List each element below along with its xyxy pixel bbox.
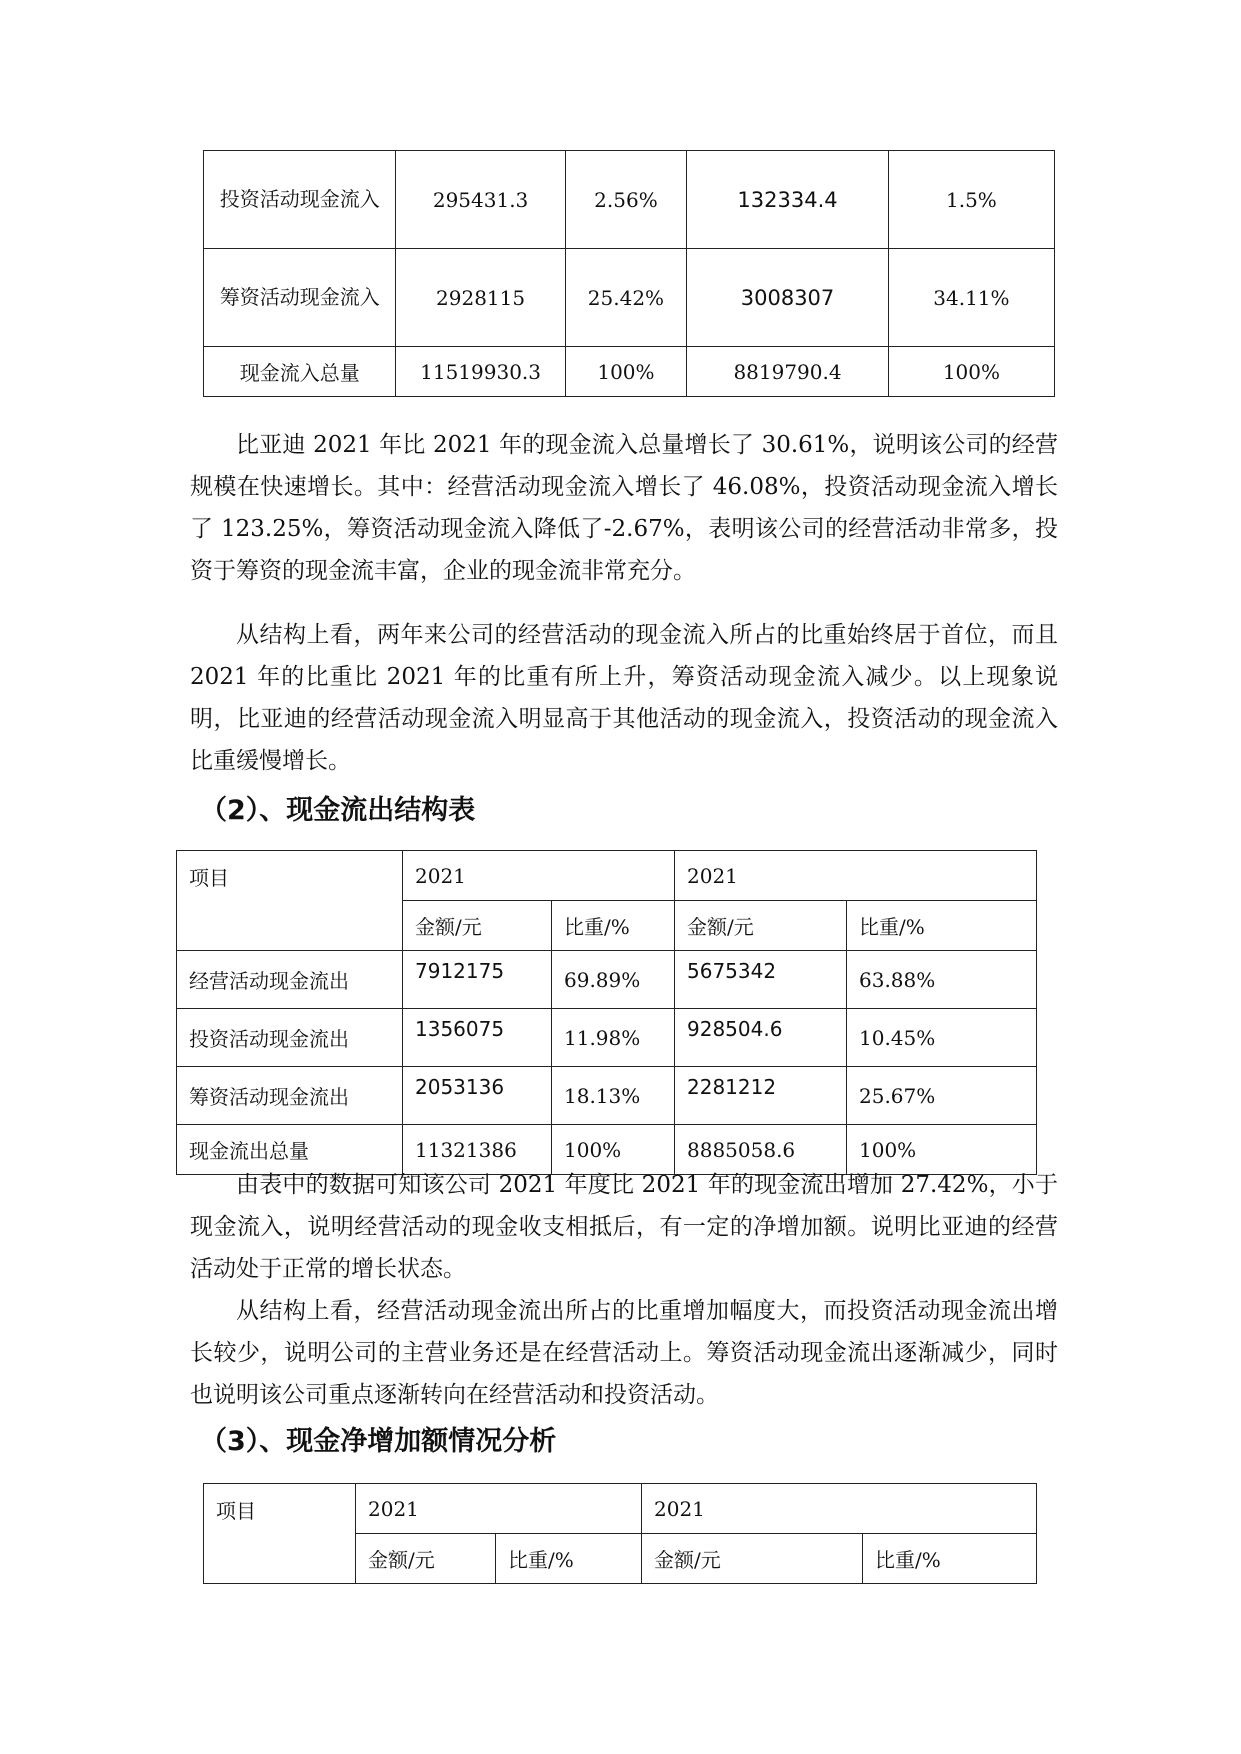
- amount-cell: 2928115: [396, 249, 565, 347]
- cash-outflow-table: [176, 850, 1037, 1175]
- amount-cell: 928504.6: [675, 1009, 847, 1067]
- cash-inflow-table: [203, 150, 1055, 397]
- section-heading: （3）、现金净增加额情况分析: [200, 1426, 557, 1457]
- table-row: [204, 151, 1055, 249]
- analysis-paragraph: 从结构上看，两年来公司的经营活动的现金流入所占的比重始终居于首位，而且 2021 年的比重比 2021 年的比重有所上升，筹资活动现金流入减少。以上现象说明，比亚迪的经营活动现金流入明显高于其他活动的现金流入，投资活动的现金流入比重缓慢增长。: [190, 622, 1058, 774]
- amount-cell: 3008307: [687, 249, 889, 347]
- analysis-paragraph: 从结构上看，经营活动现金流出所占的比重增加幅度大，而投资活动现金流出增长较少，说明公司的主营业务还是在经营活动上。筹资活动现金流出逐渐减少，同时也说明该公司重点逐渐转向在经营活动和投资活动。: [190, 1298, 1058, 1408]
- amount-cell: 2053136: [403, 1067, 552, 1125]
- amount-cell: 295431.3: [396, 151, 565, 249]
- net-increase-table: [203, 1483, 1037, 1584]
- amount-cell: 7912175: [403, 951, 552, 1009]
- row-item: 经营活动现金流出: [177, 951, 403, 1009]
- row-item: 筹资活动现金流出: [177, 1067, 403, 1125]
- table-row: [204, 249, 1055, 347]
- amount-cell: 132334.4: [687, 151, 889, 249]
- year-header: 2021: [356, 1484, 642, 1534]
- amount-header: 金额/元: [675, 901, 847, 951]
- ratio-cell: 34.11%: [888, 249, 1054, 347]
- ratio-header: 比重/%: [496, 1534, 642, 1584]
- item-header: 项目: [204, 1484, 356, 1584]
- table-row: [177, 1009, 1037, 1067]
- ratio-cell: 100%: [565, 347, 687, 397]
- row-item: 投资活动现金流入: [204, 151, 396, 249]
- ratio-cell: 100%: [847, 1125, 1037, 1175]
- ratio-cell: 11.98%: [552, 1009, 675, 1067]
- table-header-row: [204, 1484, 1037, 1534]
- ratio-cell: 63.88%: [847, 951, 1037, 1009]
- amount-header: 金额/元: [403, 901, 552, 951]
- year-header: 2021: [642, 1484, 1037, 1534]
- ratio-cell: 2.56%: [565, 151, 687, 249]
- ratio-header: 比重/%: [847, 901, 1037, 951]
- ratio-cell: 69.89%: [552, 951, 675, 1009]
- row-item: 投资活动现金流出: [177, 1009, 403, 1067]
- ratio-header: 比重/%: [863, 1534, 1037, 1584]
- year-header: 2021: [675, 851, 1037, 901]
- amount-cell: 5675342: [675, 951, 847, 1009]
- amount-header: 金额/元: [642, 1534, 863, 1584]
- ratio-cell: 25.42%: [565, 249, 687, 347]
- amount-cell: 8885058.6: [675, 1125, 847, 1175]
- ratio-cell: 100%: [888, 347, 1054, 397]
- amount-cell: 11519930.3: [396, 347, 565, 397]
- ratio-cell: 18.13%: [552, 1067, 675, 1125]
- analysis-paragraph: 比亚迪 2021 年比 2021 年的现金流入总量增长了 30.61%，说明该公司的经营规模在快速增长。其中：经营活动现金流入增长了 46.08%，投资活动现金流入增长了 123.25%，筹资活动现金流入降低了-2.67%，表明该公司的经营活动非常多，投资于筹资的现金流丰富，企业的现金流非常充分。: [190, 432, 1058, 584]
- table-row: [204, 347, 1055, 397]
- item-header: 项目: [177, 851, 403, 951]
- ratio-cell: 25.67%: [847, 1067, 1037, 1125]
- row-item: 现金流出总量: [177, 1125, 403, 1175]
- amount-cell: 2281212: [675, 1067, 847, 1125]
- table-header-row: [177, 851, 1037, 901]
- analysis-paragraph: 由表中的数据可知该公司 2021 年度比 2021 年的现金流出增加 27.42%，小于现金流入，说明经营活动的现金收支相抵后，有一定的净增加额。说明比亚迪的经营活动处于正常的增长状态。: [190, 1172, 1058, 1282]
- year-header: 2021: [403, 851, 675, 901]
- ratio-cell: 100%: [552, 1125, 675, 1175]
- amount-cell: 11321386: [403, 1125, 552, 1175]
- amount-cell: 1356075: [403, 1009, 552, 1067]
- ratio-cell: 1.5%: [888, 151, 1054, 249]
- row-item: 筹资活动现金流入: [204, 249, 396, 347]
- table-row: [177, 1067, 1037, 1125]
- table-row: [177, 951, 1037, 1009]
- amount-header: 金额/元: [356, 1534, 496, 1584]
- amount-cell: 8819790.4: [687, 347, 889, 397]
- row-item: 现金流入总量: [204, 347, 396, 397]
- ratio-cell: 10.45%: [847, 1009, 1037, 1067]
- section-heading: （2）、现金流出结构表: [200, 795, 476, 826]
- ratio-header: 比重/%: [552, 901, 675, 951]
